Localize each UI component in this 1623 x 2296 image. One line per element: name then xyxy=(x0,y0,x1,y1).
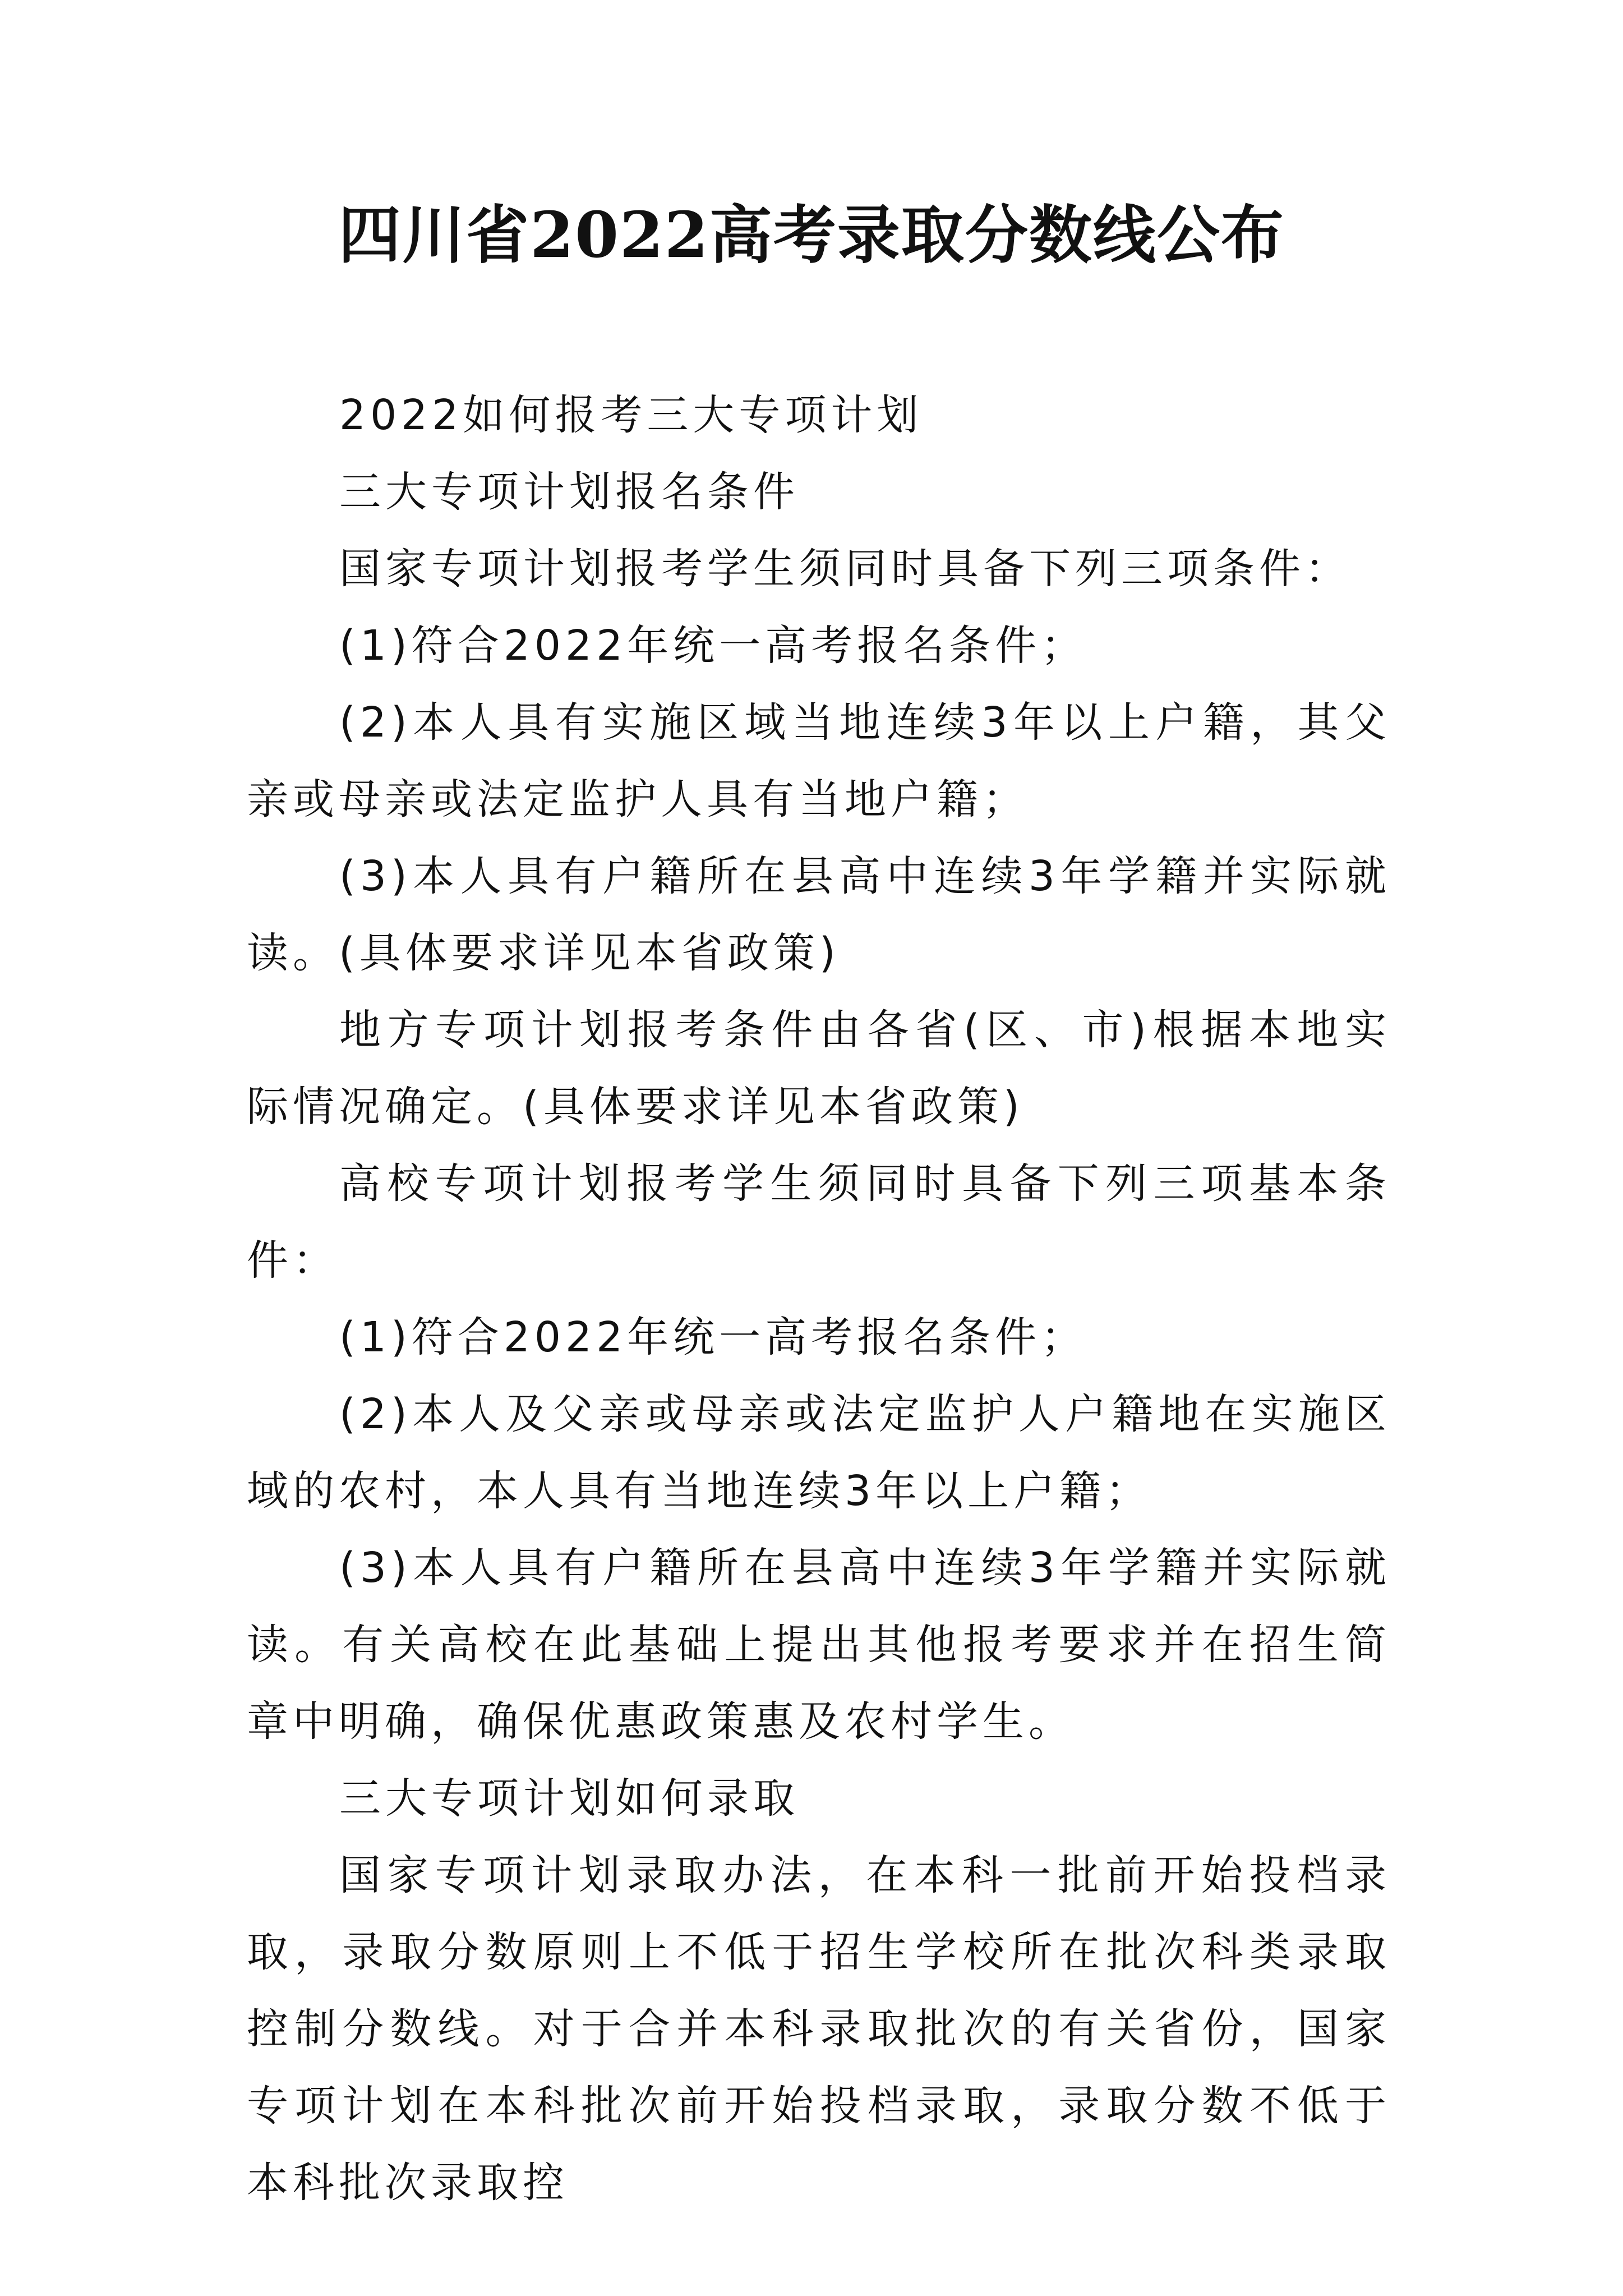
document-body xyxy=(247,377,1391,2221)
paragraph-national-condition-1: (1)符合2022年统一高考报名条件； xyxy=(339,622,1087,670)
paragraph-university-condition-2: (2)本人及父亲或母亲或法定监护人户籍地在实施区域的农村，本人具有当地连续3年以上户籍； xyxy=(247,1390,1391,1515)
paragraph-university-condition-1: (1)符合2022年统一高考报名条件； xyxy=(339,1313,1087,1361)
paragraph-national-plan-conditions: 国家专项计划报考学生须同时具备下列三项条件： xyxy=(339,545,1351,593)
paragraph-national-condition-2: (2)本人具有实施区域当地连续3年以上户籍，其父亲或母亲或法定监护人具有当地户籍； xyxy=(247,698,1391,823)
paragraph-national-condition-3: (3)本人具有户籍所在县高中连续3年学籍并实际就读。(具体要求详见本省政策) xyxy=(247,852,1391,977)
document-title: 四川省2022高考录取分数线公布 xyxy=(338,199,1285,272)
paragraph-how-to-apply: 2022如何报考三大专项计划 xyxy=(339,391,923,439)
paragraph-registration-conditions-heading: 三大专项计划报名条件 xyxy=(339,468,799,516)
paragraph-university-plan-conditions: 高校专项计划报考学生须同时具备下列三项基本条件： xyxy=(247,1159,1391,1285)
paragraph-admission-heading: 三大专项计划如何录取 xyxy=(339,1774,799,1823)
paragraph-university-condition-3: (3)本人具有户籍所在县高中连续3年学籍并实际就读。有关高校在此基础上提出其他报考要求并在招生简章中明确，确保优惠政策惠及农村学生。 xyxy=(247,1544,1391,1746)
paragraph-local-plan: 地方专项计划报考条件由各省(区、市)根据本地实际情况确定。(具体要求详见本省政策) xyxy=(247,1006,1391,1131)
paragraph-national-admission-method: 国家专项计划录取办法，在本科一批前开始投档录取，录取分数原则上不低于招生学校所在批次科类录取控制分数线。对于合并本科录取批次的有关省份，国家专项计划在本科批次前开始投档录取，录取分数不低于本科批次录取控 xyxy=(247,1851,1391,2207)
